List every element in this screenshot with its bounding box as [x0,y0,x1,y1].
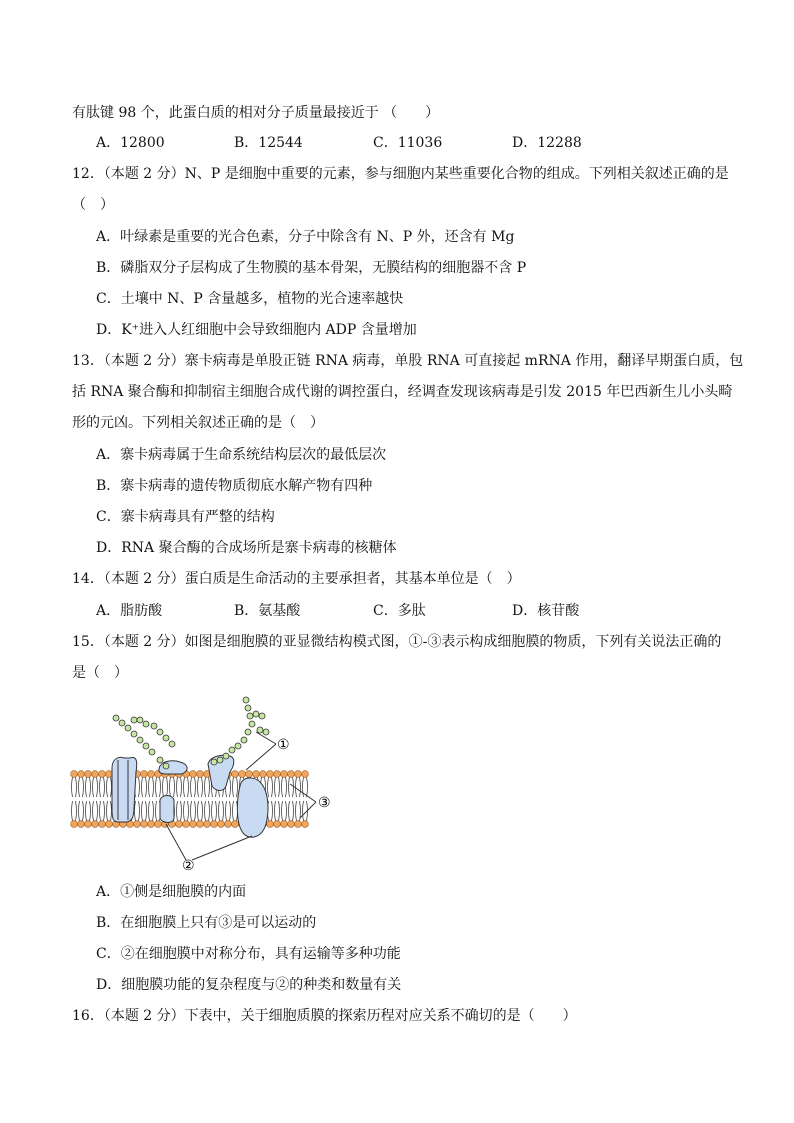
lipid-tail [142,801,147,821]
lipid-tail [184,801,189,821]
lipid-head [204,821,211,828]
lipid-tail [296,777,301,797]
q13-option-d: D．RNA 聚合酶的合成场所是寨卡病毒的核糖体 [96,540,397,556]
lipid-head [190,821,197,828]
q15-option-b: B．在细胞膜上只有③是可以运动的 [96,915,317,931]
lipid-tail [100,777,105,797]
lipid-tail [149,777,154,797]
lipid-head [225,821,232,828]
q14-options [96,601,656,621]
glycan-bead [263,729,269,735]
q11-option-c: C．11036 [373,135,443,151]
lipid-tail [135,801,140,821]
glycan-bead [131,717,137,723]
lipid-head [246,771,253,778]
lipid-head [183,821,190,828]
lipid-head [106,771,113,778]
lipid-head [78,821,85,828]
q15-option-c: C．②在细胞膜中对称分布，具有运输等多种功能 [96,946,401,962]
lipid-tail [86,777,91,797]
lipid-tail [289,801,294,821]
lipid-head [85,821,92,828]
lipid-head [232,771,239,778]
glycan-bead [125,725,131,731]
q15-stem-line2: 是（ ） [72,665,128,681]
glycan-bead [217,757,223,763]
glycan-bead [253,711,259,717]
glycan-bead [257,727,263,733]
q13-option-c: C．寨卡病毒具有严整的结构 [96,509,275,525]
lipid-tail [282,777,287,797]
q12-option-d: D．K⁺进入人红细胞中会导致细胞内 ADP 含量增加 [96,322,417,338]
lipid-head [281,771,288,778]
lipid-tail [289,777,294,797]
lipid-tail [177,801,182,821]
glycan-bead [163,735,169,741]
lipid-head [302,771,309,778]
transmembrane-protein [112,757,137,822]
glycan-bead [137,737,143,743]
q13-option-a: A．寨卡病毒属于生命系统结构层次的最低层次 [96,447,387,463]
glycan-bead [149,749,155,755]
phospholipid-bilayer [71,771,309,828]
glycan-bead [223,753,229,759]
lipid-head [71,771,78,778]
lipid-head [92,821,99,828]
cell-membrane-figure [60,690,360,880]
glycan-bead [119,720,125,726]
lipid-head [288,821,295,828]
q11-option-a: A．12800 [96,135,165,151]
lipid-tail [149,801,154,821]
lipid-head [99,771,106,778]
lipid-tail [86,801,91,821]
q12-stem-line2: （ ） [72,197,114,213]
q16-stem: 16．（本题 2 分）下表中，关于细胞质膜的探索历程对应关系不确切的是（ ） [72,1008,577,1024]
lipid-head [141,771,148,778]
figure-label-3: ③ [318,795,331,811]
lipid-tail [93,801,98,821]
glycan-bead [245,729,251,735]
lipid-head [239,771,246,778]
lipid-head [92,771,99,778]
lipid-tail [219,801,224,821]
lipid-head [85,771,92,778]
q14-stem: 14．（本题 2 分）蛋白质是生命活动的主要承担者，其基本单位是（ ） [72,571,521,587]
lipid-head [106,821,113,828]
lipid-tail [191,777,196,797]
lipid-head [99,821,106,828]
lipid-head [134,821,141,828]
transmembrane-protein-large [237,778,268,837]
q13-stem-line3: 形的元凶。下列相关叙述正确的是（ ） [72,415,324,431]
glycan-bead [247,713,253,719]
q12-option-a: A．叶绿素是重要的光合色素，分子中除含有 N、P 外，还含有 Mg [96,229,515,245]
lipid-head [211,821,218,828]
lipid-tail [233,801,238,821]
q11-options [96,133,656,153]
lipid-head [141,821,148,828]
q14-option-c: C．多肽 [373,603,426,619]
lipid-head [274,771,281,778]
glycan-bead [169,741,175,747]
q15-stem-line1: 15．（本题 2 分）如图是细胞膜的亚显微结构模式图，①-③表示构成细胞膜的物质，下列有关说法正确的 [72,634,722,650]
lipid-head [281,821,288,828]
lipid-head [148,821,155,828]
lipid-tail [93,777,98,797]
lipid-tail [100,801,105,821]
lipid-tail [233,777,238,797]
lipid-tail [275,801,280,821]
lipid-head [267,771,274,778]
lipid-tail [212,801,217,821]
lipid-tail [198,777,203,797]
glycan-bead [143,743,149,749]
q11-stem-continuation: 有肽键 98 个，此蛋白质的相对分子质量最接近于 （ ） [72,105,440,121]
lipid-tail [226,801,231,821]
lipid-tail [184,777,189,797]
inner-protein-small [160,796,174,823]
lipid-tail [296,801,301,821]
lipid-head [295,771,302,778]
glycan-bead [163,763,169,769]
lipid-tail [163,777,168,797]
glycan-bead [229,747,235,753]
lipid-tail [191,801,196,821]
q11-option-d: D．12288 [512,135,582,151]
q14-option-a: A．脂肪酸 [96,603,163,619]
q12-stem-line1: 12．（本题 2 分）N、P 是细胞中重要的元素，参与细胞内某些重要化合物的组成。下列相关叙述正确的是 [72,166,729,182]
lipid-head [295,821,302,828]
q12-option-c: C．土壤中 N、P 含量越多，植物的光合速率越快 [96,291,404,307]
glycan-bead [245,705,251,711]
lipid-tail [198,801,203,821]
lipid-head [267,821,274,828]
lipid-tail [205,801,210,821]
q13-option-b: B．寨卡病毒的遗传物质彻底水解产物有四种 [96,478,373,494]
glycan-bead [113,715,119,721]
q13-stem-line1: 13．（本题 2 分）寨卡病毒是单股正链 RNA 病毒，单股 RNA 可直接起 mRNA 作用，翻译早期蛋白质，包 [72,353,744,369]
glycan-chains [113,697,269,769]
lipid-head [176,821,183,828]
lipid-head [218,821,225,828]
q15-option-d: D．细胞膜功能的复杂程度与②的种类和数量有关 [96,977,402,993]
lipid-head [155,821,162,828]
glycan-bead [143,721,149,727]
q11-option-b: B．12544 [234,135,303,151]
lipid-tail [205,777,210,797]
glycan-bead [137,717,143,723]
glycan-bead [243,697,249,703]
lipid-tail [142,777,147,797]
q13-stem-line2: 括 RNA 聚合酶和抑制宿主细胞合成代谢的调控蛋白，经调查发现该病毒是引发 2015 年巴西新生儿小头畸 [72,384,733,400]
lipid-tail [72,801,77,821]
glycan-bead [259,713,265,719]
glycan-bead [235,743,241,749]
glycan-bead [249,721,255,727]
lipid-tail [72,777,77,797]
lipid-head [253,771,260,778]
lipid-head [302,821,309,828]
glycan-bead [241,737,247,743]
glycan-bead [211,759,217,765]
lipid-head [274,821,281,828]
glycan-bead [157,729,163,735]
glycan-bead [151,723,157,729]
lipid-tail [79,801,84,821]
lipid-head [197,821,204,828]
glycan-bead [157,757,163,763]
figure-label-1: ① [277,737,290,753]
lipid-tail [268,777,273,797]
lipid-head [190,771,197,778]
lipid-tail [79,777,84,797]
lipid-tail [107,801,112,821]
lipid-tail [107,777,112,797]
lipid-head [71,821,78,828]
q15-option-a: A．①侧是细胞膜的内面 [96,884,247,900]
q14-option-d: D．核苷酸 [512,603,580,619]
lipid-tail [177,777,182,797]
lipid-tail [156,777,161,797]
glycan-bead [131,731,137,737]
lipid-tail [170,777,175,797]
figure-label-2: ② [182,858,195,874]
q14-option-b: B．氨基酸 [234,603,301,619]
lipid-tail [275,777,280,797]
lipid-head [260,771,267,778]
lipid-head [78,771,85,778]
lipid-head [288,771,295,778]
lipid-head [232,821,239,828]
q12-option-b: B．磷脂双分子层构成了生物膜的基本骨架，无膜结构的细胞器不含 P [96,260,527,276]
lipid-head [148,771,155,778]
lipid-tail [282,801,287,821]
lipid-head [197,771,204,778]
